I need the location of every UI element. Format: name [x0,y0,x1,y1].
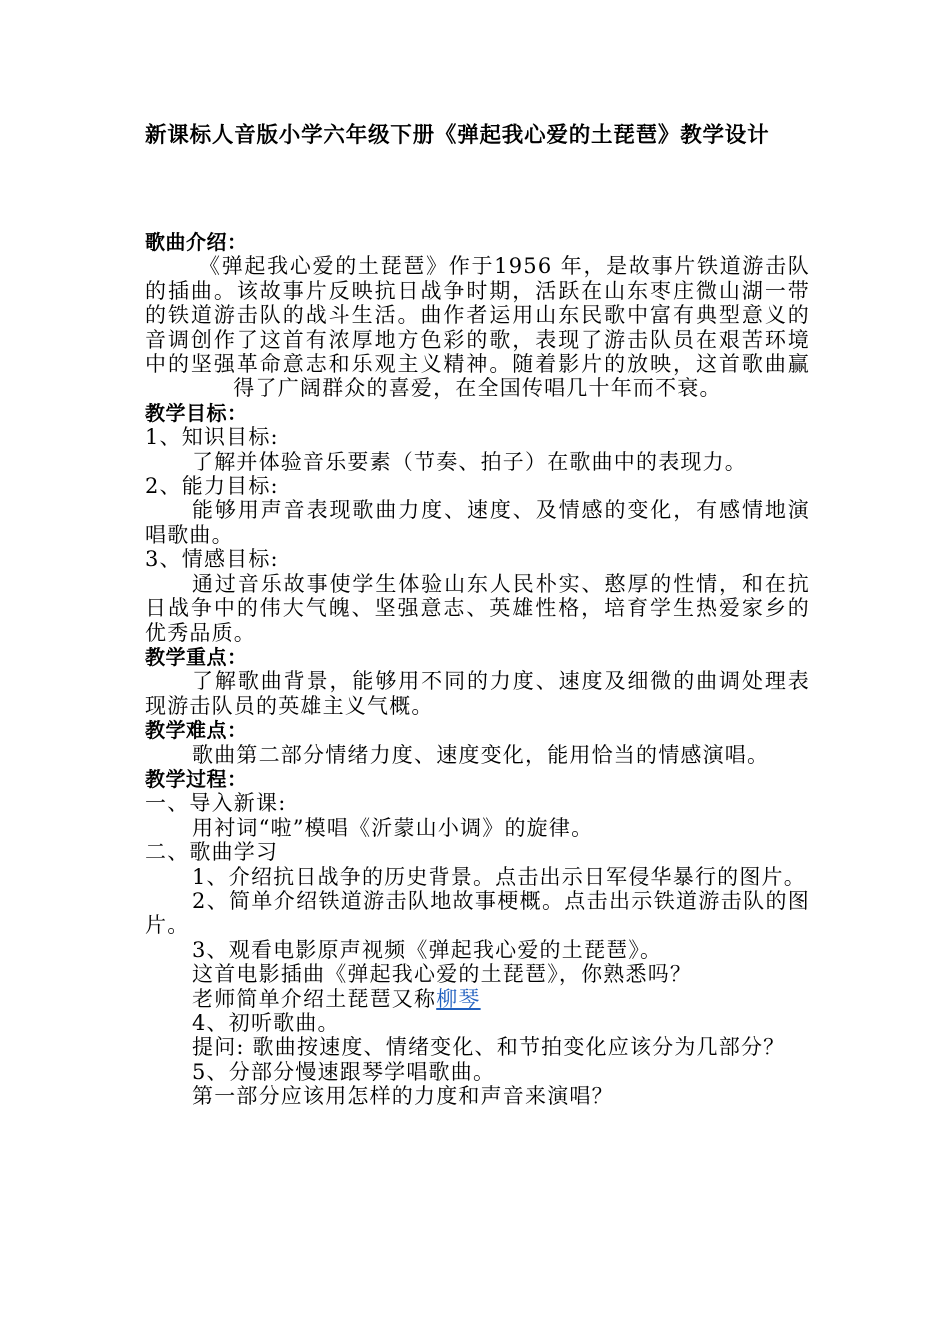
goal-ability-label: 2、能力目标: [145,474,279,499]
goal-knowledge-text: 了解并体验音乐要素（节奏、拍子）在歌曲中的表现力。 [192,449,747,474]
song-step-2: 2、简单介绍铁道游击队地故事梗概。点击出示铁道游击队的图片。 [145,888,810,938]
goal-ability-text: 能够用声音表现歌曲力度、速度、及情感的变化，有感情地演唱歌曲。 [145,498,810,547]
goal-emotion-text: 通过音乐故事使学生体验山东人民朴实、憨厚的性情，和在抗日战争中的伟大气魄、坚强意志、英雄性格，培育学生热爱家乡的优秀品质。 [145,571,810,645]
song-step-3-note-text: 老师简单介绍土琵琶又称 [192,986,437,1011]
process-step1-text: 用衬词“啦”模唱《沂蒙山小调》的旋律。 [192,815,594,840]
goals-heading: 教学目标： [145,400,248,425]
key-points-text: 了解歌曲背景，能够用不同的力度、速度及细微的曲调处理表现游击队员的英雄主义气概。 [145,669,810,718]
song-step-3-note [145,987,810,1011]
intro-paragraph: 《弹起我心爱的土琵琶》作于1956 年，是故事片铁道游击队的插曲。该故事片反映抗日战争时期，活跃在山东枣庄微山湖一带的铁道游击队的战斗生活。曲作者运用山东民歌中富有典型意义的音调创作了这首有浓厚地方色彩的歌，表现了游击队员在艰苦环境中的坚强革命意志和乐观主义精神。随着影片的放映，这首歌曲赢得了广阔群众的喜爱，在全国传唱几十年而不衰。 [145,254,810,401]
goal-knowledge-label: 1、知识目标: [145,425,279,450]
intro-heading: 歌曲介绍： [145,230,248,254]
goal-emotion-label: 3、情感目标: [145,547,279,572]
song-step-3-question: 这首电影插曲《弹起我心爱的土琵琶》，你熟悉吗？ [192,962,693,987]
song-step-1: 1、介绍抗日战争的历史背景。点击出示日军侵华暴行的图片。 [192,864,806,889]
song-step-4: 4、初听歌曲。 [192,1011,340,1035]
song-step-3: 3、观看电影原声视频《弹起我心爱的土琵琶》。 [192,937,663,962]
document-title: 新课标人音版小学六年级下册《弹起我心爱的土琵琶》教学设计 [145,123,770,148]
process-step2-label: 二、歌曲学习 [145,840,279,865]
song-step-5-question: 第一部分应该用怎样的力度和声音来演唱？ [192,1084,614,1109]
process-step1-label: 一、导入新课: [145,791,287,816]
difficulties-text: 歌曲第二部分情绪力度、速度变化，能用恰当的情感演唱。 [192,742,770,767]
document-body [145,122,810,1109]
song-step-5: 5、分部分慢速跟琴学唱歌曲。 [192,1059,496,1084]
difficulties-heading: 教学难点： [145,718,248,743]
liuqin-link[interactable]: 柳琴 [436,986,481,1011]
song-step-4-question: 提问: 歌曲按速度、情绪变化、和节拍变化应该分为几部分？ [192,1035,786,1060]
key-points-heading: 教学重点： [145,644,248,669]
process-heading: 教学过程： [145,766,248,791]
